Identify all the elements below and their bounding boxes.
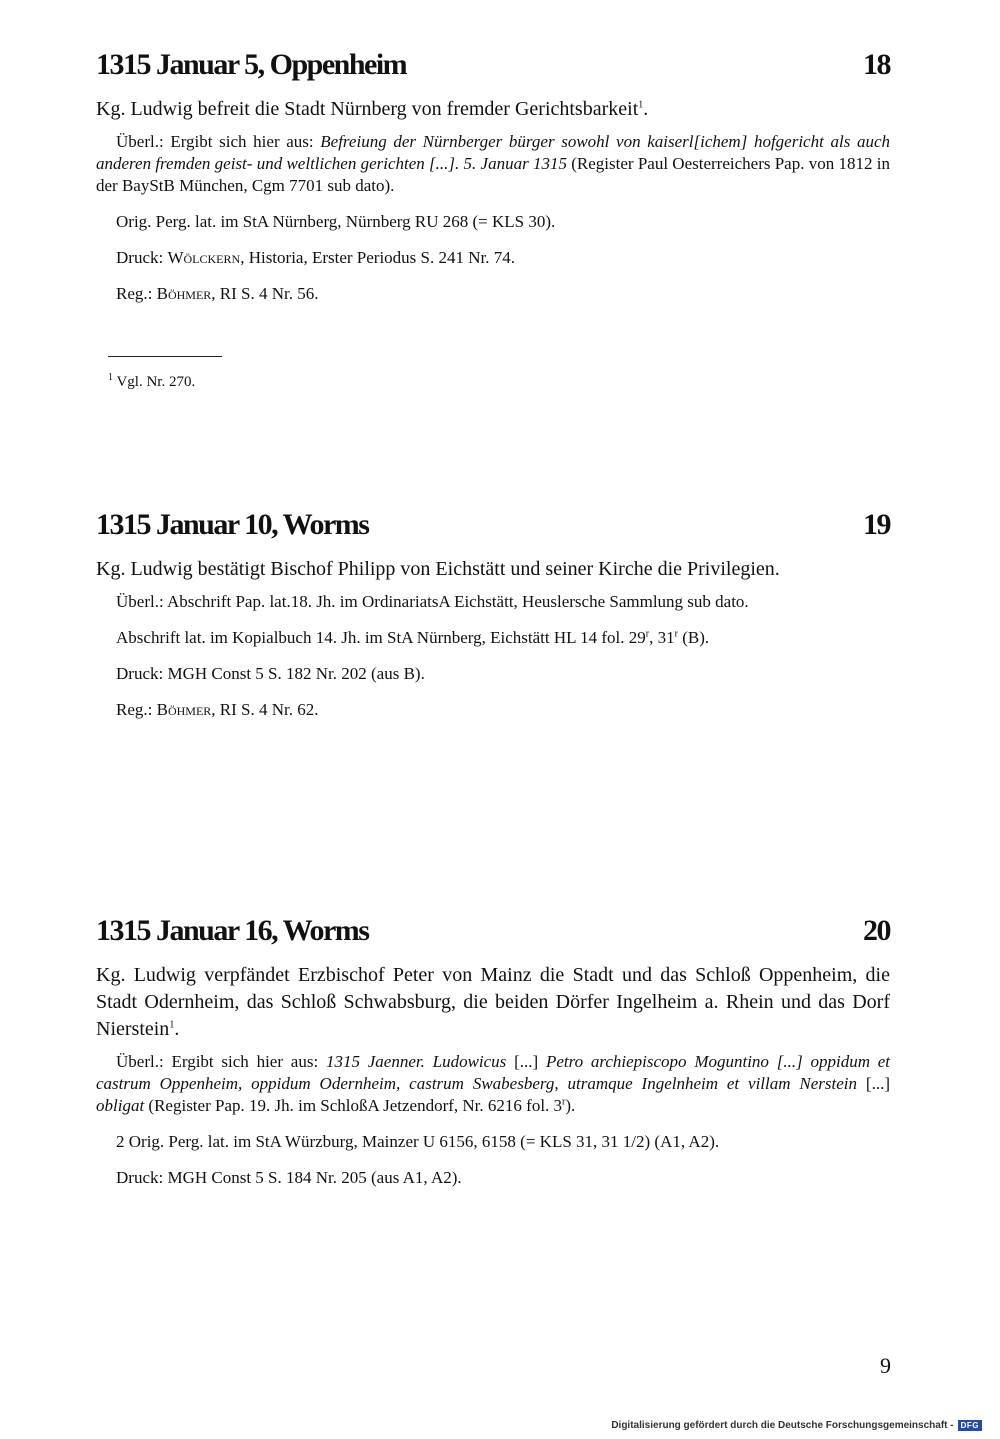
- entry-18: [96, 48, 890, 319]
- entry-heading: [96, 48, 890, 82]
- ueberlieferung: Überl.: Ergibt sich hier aus: Befreiung der Nürnberger bürger sowohl von kaiserl[ichem] hofgericht als auch anderen fremden geist- und weltlichen gerichten [...]. 5. Januar 1315 (Register Paul Oesterreichers Pap. von 1812 in der BayStB München, Cgm 7701 sub dato).: [96, 132, 891, 195]
- ueberlieferung: Überl.: Ergibt sich hier aus: 1315 Jaenner. Ludowicus [...] Petro archiepiscopo Moguntino [...] oppidum et castrum Oppenheim, oppidum Odernheim, castrum Swabesberg, utramque Ingelnheim et villam Nerstein [...] obligat (Register Pap. 19. Jh. im SchloßA Jetzendorf, Nr. 6216 fol. 3$^r$).: [96, 1052, 891, 1115]
- dfg-logo: DFG: [958, 1420, 982, 1431]
- footnote-ref: 1: [169, 1019, 175, 1031]
- druck: Druck: MGH Const 5 S. 182 Nr. 202 (aus B).: [116, 664, 425, 683]
- entry-summary: Kg. Ludwig bestätigt Bischof Philipp von Eichstätt und seiner Kirche die Privilegien.: [96, 558, 780, 580]
- abschrift: Abschrift lat. im Kopialbuch 14. Jh. im StA Nürnberg, Eichstätt HL 14 fol. 29$^r$, 31$^r$ (B).: [116, 628, 710, 647]
- entry-number: 18: [863, 48, 890, 81]
- druck: Druck: MGH Const 5 S. 184 Nr. 205 (aus A1, A2).: [116, 1168, 462, 1187]
- footer-text: Digitalisierung gefördert durch die Deutsche Forschungsgemeinschaft -: [611, 1420, 954, 1431]
- original: 2 Orig. Perg. lat. im StA Würzburg, Mainzer U 6156, 6158 (= KLS 31, 31 1/2) (A1, A2).: [116, 1132, 720, 1151]
- footnote-ref: 1: [638, 99, 644, 111]
- entry-19: [96, 508, 890, 735]
- entry-number: 20: [863, 914, 890, 947]
- dfg-footer: [611, 1420, 982, 1431]
- entry-date-place: 1315 Januar 16, Worms: [96, 914, 369, 947]
- page-number: 9: [880, 1353, 891, 1378]
- entry-20: [96, 914, 890, 1203]
- entry-date-place: 1315 Januar 5, Oppenheim: [96, 48, 407, 81]
- entry-summary: Kg. Ludwig befreit die Stadt Nürnberg von fremder Gerichtsbarkeit$^1$.: [96, 98, 649, 120]
- entry-number: 19: [863, 508, 890, 541]
- entry-heading: [96, 914, 890, 948]
- entry-date-place: 1315 Januar 10, Worms: [96, 508, 369, 541]
- original: Orig. Perg. lat. im StA Nürnberg, Nürnberg RU 268 (= KLS 30).: [116, 212, 556, 231]
- entry-summary: Kg. Ludwig verpfändet Erzbischof Peter von Mainz die Stadt und das Schloß Oppenheim, die Stadt Odernheim, das Schloß Schwabsburg, die beiden Dörfer Ingelheim a. Rhein und das Dorf Nierstein$^1$.: [96, 964, 890, 1040]
- entry-heading: [96, 508, 890, 542]
- regest: Reg.: Böhmer, RI S. 4 Nr. 56.: [116, 284, 319, 303]
- regest: Reg.: Böhmer, RI S. 4 Nr. 62.: [116, 700, 319, 719]
- footnote-rule: [108, 356, 222, 357]
- druck: Druck: Wölckern, Historia, Erster Periodus S. 241 Nr. 74.: [116, 248, 516, 267]
- ueberlieferung: Überl.: Abschrift Pap. lat.18. Jh. im OrdinariatsA Eichstätt, Heuslersche Sammlung sub dato.: [116, 592, 749, 611]
- footnote: $^1$ Vgl. Nr. 270.: [108, 372, 196, 390]
